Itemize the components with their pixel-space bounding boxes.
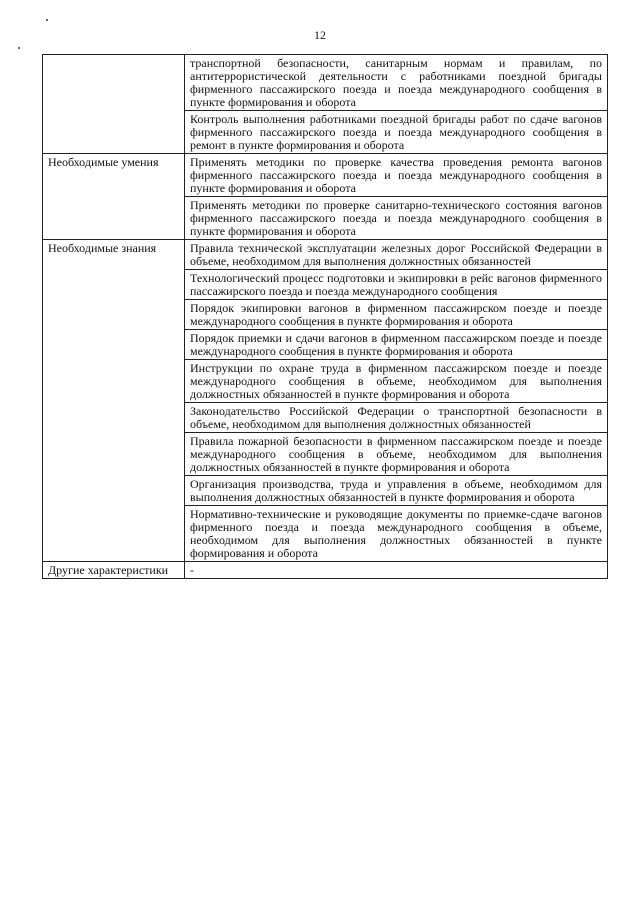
table-row — [43, 154, 608, 197]
row-label-other: Другие характеристики — [43, 562, 185, 579]
table-cell: Применять методики по проверке качества проведения ремонта вагонов фирменного пассажирского поезда и поезда международного сообщения в пункте формирования и оборота — [185, 154, 608, 197]
table-cell: Порядок приемки и сдачи вагонов в фирменном пассажирском поезде и поезде международного сообщения в пункте формирования и оборота — [185, 330, 608, 360]
scan-speck — [18, 47, 20, 49]
table-cell: Контроль выполнения работниками поездной бригады работ по сдаче вагонов фирменного пассажирского поезда и поезда международного сообщения в ремонт в пункте формирования и оборота — [185, 111, 608, 154]
competency-table — [42, 54, 608, 579]
row-label-skills: Необходимые умения — [43, 154, 185, 240]
table-cell: Инструкции по охране труда в фирменном пассажирском поезде и поезде международного сообщения в объеме, необходимом для выполнения должностных обязанностей в пункте формирования и оборота — [185, 360, 608, 403]
table-cell: Правила технической эксплуатации железных дорог Российской Федерации в объеме, необходимом для выполнения должностных обязанностей — [185, 240, 608, 270]
table-row — [43, 562, 608, 579]
row-label-knowledge: Необходимые знания — [43, 240, 185, 562]
row-label — [43, 55, 185, 154]
table-cell: Организация производства, труда и управления в объеме, необходимом для выполнения должностных обязанностей в пункте формирования и оборота — [185, 476, 608, 506]
table-cell: Правила пожарной безопасности в фирменном пассажирском поезде и поезде международного сообщения в объеме, необходимом для выполнения должностных обязанностей в пункте формирования и оборота — [185, 433, 608, 476]
scan-speck — [46, 19, 48, 21]
table-row — [43, 240, 608, 270]
table-cell: Технологический процесс подготовки и экипировки в рейс вагонов фирменного пассажирского поезда и поезда международного сообщения — [185, 270, 608, 300]
table-cell: транспортной безопасности, санитарным нормам и правилам, по антитеррористической деятельности с работниками поездной бригады фирменного пассажирского поезда и поезда международного сообщения в пункте формирования и оборота — [185, 55, 608, 111]
table-cell: Нормативно-технические и руководящие документы по приемке-сдаче вагонов фирменного поезда и поезда международного сообщения в объеме, необходимом для выполнения должностных обязанностей в пункте формирования и оборота — [185, 506, 608, 562]
table-cell: - — [185, 562, 608, 579]
page-number: 12 — [314, 28, 326, 42]
table-cell: Применять методики по проверке санитарно-технического состояния вагонов фирменного пассажирского поезда и поезда международного сообщения в пункте формирования и оборота — [185, 197, 608, 240]
table-cell: Порядок экипировки вагонов в фирменном пассажирском поезде и поезде международного сообщения в пункте формирования и оборота — [185, 300, 608, 330]
table-cell: Законодательство Российской Федерации о транспортной безопасности в объеме, необходимом для выполнения должностных обязанностей — [185, 403, 608, 433]
table-row — [43, 55, 608, 111]
